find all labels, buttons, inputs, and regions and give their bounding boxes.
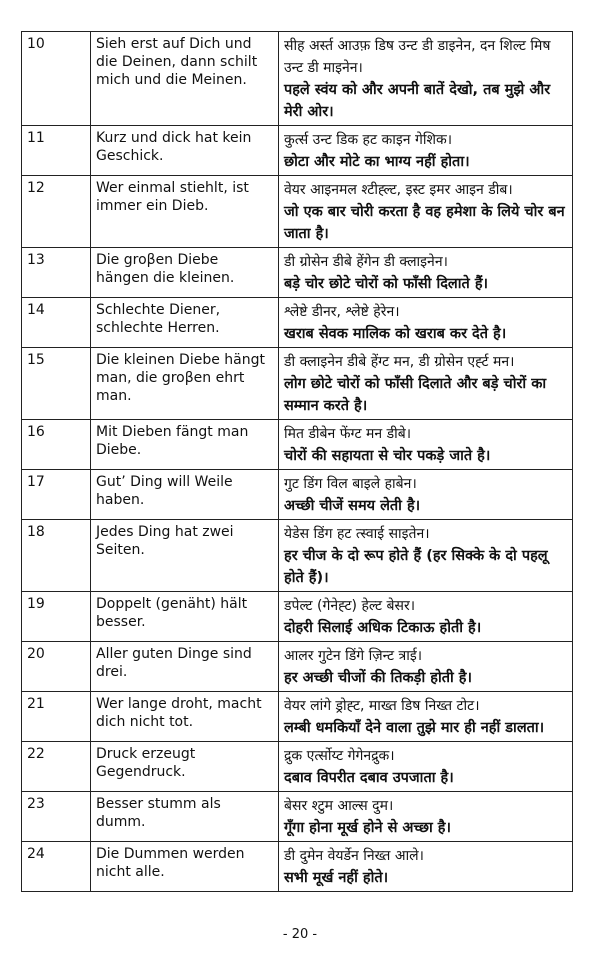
hindi-cell [279,520,573,592]
hindi-meaning: हर अच्छी चीजों की तिकड़ी होती है। [284,670,472,686]
row-number: 11 [22,126,91,176]
devanagari-transliteration: मित डीबेन फेंग्ट मन डीबे। [284,426,412,442]
row-number: 10 [22,32,91,126]
row-number: 20 [22,642,91,692]
table-row [22,248,573,298]
hindi-cell [279,842,573,892]
german-proverb: Die groβen Diebe hängen die kleinen. [91,248,279,298]
hindi-meaning: खराब सेवक मालिक को खराब कर देते है। [284,326,507,342]
german-proverb: Gut’ Ding will Weile haben. [91,470,279,520]
german-proverb: Jedes Ding hat zwei Seiten. [91,520,279,592]
table-row [22,420,573,470]
hindi-cell [279,298,573,348]
hindi-cell [279,32,573,126]
german-proverb: Schlechte Diener, schlechte Herren. [91,298,279,348]
row-number: 21 [22,692,91,742]
row-number: 13 [22,248,91,298]
hindi-meaning: लोग छोटे चोरों को फाँसी दिलाते और बड़े चोरों का सम्मान करते है। [284,376,547,414]
devanagari-transliteration: डी दुमेन वेयर्डेन निख्त आले। [284,848,424,864]
proverb-table [21,31,573,892]
page-number: - 20 - [282,927,318,942]
devanagari-transliteration: डी क्लाइनेन डीबे हेंग्ट मन, डी ग्रोसेन एर्ह्ट मन। [284,354,515,370]
hindi-cell [279,248,573,298]
german-proverb: Mit Dieben fängt man Diebe. [91,420,279,470]
german-proverb: Kurz und dick hat kein Geschick. [91,126,279,176]
hindi-meaning: छोटा और मोटे का भाग्य नहीं होता। [284,154,470,170]
row-number: 15 [22,348,91,420]
hindi-meaning: पहले स्वंय को और अपनी बातें देखो, तब मुझे और मेरी ओर। [284,82,551,120]
hindi-meaning: दोहरी सिलाई अधिक टिकाऊ होती है। [284,620,482,636]
hindi-meaning: बड़े चोर छोटे चोरों को फाँसी दिलाते हैं। [284,276,489,292]
hindi-meaning: सभी मूर्ख नहीं होते। [284,870,389,886]
hindi-meaning: अच्छी चीजें समय लेती है। [284,498,421,514]
table-row [22,592,573,642]
german-proverb: Doppelt (genäht) hält besser. [91,592,279,642]
devanagari-transliteration: कुर्त्स उन्ट डिक हट काइन गेशिक। [284,132,453,148]
table-row [22,298,573,348]
devanagari-transliteration: डपेल्ट (गेनेह्ट) हेल्ट बेसर। [284,598,415,614]
table-row [22,742,573,792]
german-proverb: Wer einmal stiehlt, ist immer ein Dieb. [91,176,279,248]
hindi-cell [279,420,573,470]
german-proverb: Die Dummen werden nicht alle. [91,842,279,892]
hindi-meaning: हर चीज के दो रूप होते हैं (हर सिक्के के दो पहलू होते हैं)। [284,548,548,586]
devanagari-transliteration: वेयर आइनमल श्टीह्ल्ट, इस्ट इमर आइन डीब। [284,182,513,198]
table-row [22,520,573,592]
german-proverb: Druck erzeugt Gegendruck. [91,742,279,792]
devanagari-transliteration: गुट डिंग विल बाइले हाबेन। [284,476,417,492]
devanagari-transliteration: बेसर श्टुम आल्स दुम। [284,798,394,814]
hindi-cell [279,592,573,642]
row-number: 14 [22,298,91,348]
row-number: 17 [22,470,91,520]
hindi-cell [279,692,573,742]
row-number: 24 [22,842,91,892]
table-row [22,642,573,692]
hindi-cell [279,470,573,520]
hindi-cell [279,792,573,842]
devanagari-transliteration: द्रुक एर्त्सोय्ट गेगेनद्रुक। [284,748,395,764]
hindi-meaning: गूँगा होना मूर्ख होने से अच्छा है। [284,820,451,836]
german-proverb: Wer lange droht, macht dich nicht tot. [91,692,279,742]
hindi-cell [279,176,573,248]
german-proverb: Besser stumm als dumm. [91,792,279,842]
hindi-meaning: चोरों की सहायता से चोर पकड़े जाते है। [284,448,491,464]
hindi-meaning: जो एक बार चोरी करता है वह हमेशा के लिये चोर बन जाता है। [284,204,565,242]
table-row [22,176,573,248]
hindi-cell [279,348,573,420]
row-number: 19 [22,592,91,642]
row-number: 16 [22,420,91,470]
hindi-meaning: दबाव विपरीत दबाव उपजाता है। [284,770,454,786]
hindi-cell [279,742,573,792]
table-row [22,792,573,842]
table-row [22,692,573,742]
row-number: 22 [22,742,91,792]
proverb-table-body [22,32,573,892]
table-row [22,842,573,892]
table-row [22,348,573,420]
row-number: 12 [22,176,91,248]
table-row [22,126,573,176]
devanagari-transliteration: श्लेष्टे डीनर, श्लेष्टे हेरेन। [284,304,400,320]
devanagari-transliteration: आलर गुटेन डिंगे ज़िन्ट त्राई। [284,648,423,664]
devanagari-transliteration: डी ग्रोसेन डीबे हेंगेन डी क्लाइनेन। [284,254,448,270]
table-row [22,470,573,520]
hindi-meaning: लम्बी धमकियाँ देने वाला तुझे मार ही नहीं डालता। [284,720,545,736]
devanagari-transliteration: सीह अर्स्त आउफ़ डिष उन्ट डी डाइनेन, दन शिल्ट मिष उन्ट डी माइनेन। [284,38,551,76]
german-proverb: Aller guten Dinge sind drei. [91,642,279,692]
row-number: 23 [22,792,91,842]
hindi-cell [279,126,573,176]
row-number: 18 [22,520,91,592]
hindi-cell [279,642,573,692]
table-row [22,32,573,126]
german-proverb: Sieh erst auf Dich und die Deinen, dann schilt mich und die Meinen. [91,32,279,126]
devanagari-transliteration: वेयर लांगे ड्रोह्ट, माख्त डिष निख्त टोट। [284,698,480,714]
german-proverb: Die kleinen Diebe hängt man, die groβen ehrt man. [91,348,279,420]
devanagari-transliteration: येडेस डिंग हट त्स्वाई साइतेन। [284,526,430,542]
